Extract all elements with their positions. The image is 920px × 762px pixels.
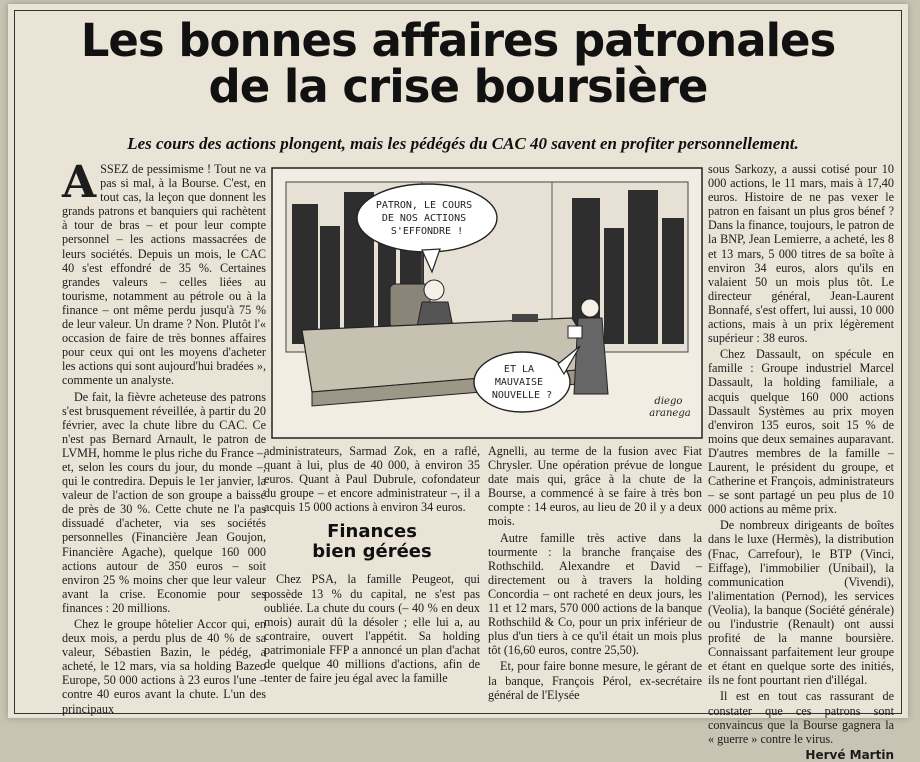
svg-text:diego aranega bbox=[649, 396, 690, 419]
col2-paragraph-1: administrateurs, Sarmad Zok, en a raflé, quant à lui, plus de 40 000, à environ 35 euros. Quant à Paul Dubrule, cofondateur du groupe – et encore administrateur –, il a acquis 15 000 actions à environ 34 euros. bbox=[264, 444, 480, 515]
col1-paragraph-1-text: SSEZ de pessimisme ! Tout ne va pas si mal, à la Bourse. C'est, en tout cas, la leçon que donnent les grands patrons et banquiers qui rachètent à tour de bras – et pour leur compte personnel – les actions massacrées de leurs sociétés. Depuis un mois, le CAC 40 s'est effondré de 35 %. Certaines grandes valeurs – celles liées au tourisme, notamment au pétrole ou à la finance – ont même perdu jusqu'à 75 % de leur valeur. Un drame ? Non. Plutôt l'« occasion de faire de très bonnes affaires pour ceux qui ont les moyens d'acheter les actions qui sont aujourd'hui bradées », commente un analyste. bbox=[62, 162, 266, 388]
headline-line-1: Les bonnes affaires patronales bbox=[80, 14, 836, 67]
bubble2-line-1: ET LA bbox=[503, 364, 535, 375]
col3-paragraph-1: Agnelli, au terme de la fusion avec Fiat Chrysler. Une opération prévue de longue date mais qui, grâce à la chute de la Bourse, a commencé à se faire à très bon compte : 14 euros, au lieu de 20 il y a deux mois. bbox=[488, 444, 702, 529]
bubble1-line-2: DE NOS ACTIONS bbox=[381, 213, 467, 224]
bubble2-line-2: MAUVAISE bbox=[494, 377, 544, 388]
col4-paragraph-3: De nombreux dirigeants de boîtes dans le luxe (Hermès), la distribution (Fnac, Carrefour), le BTP (Vinci, Eiffage), l'immobilier (Unibail), la communication (Vivendi), l'alimentation (Pernod), les services (Veolia), la banque (Société générale) ou l'industrie (Renault) ont aussi profité de la manne boursière. Connaissant parfaitement leur groupe et étant en quelque sorte des initiés, ils ne font pourtant rien d'illégal. bbox=[708, 518, 894, 688]
cartoonist-signature-2: aranega bbox=[649, 408, 691, 419]
col1-paragraph-1 bbox=[62, 157, 266, 388]
article-deck: Les cours des actions plongent, mais les pédégés du CAC 40 savent en profiter personnellement. bbox=[127, 134, 799, 153]
author-signature: Hervé Martin bbox=[805, 747, 894, 762]
col4-paragraph-2: Chez Dassault, on spécule en famille : Groupe industriel Marcel Dassault, la holding familiale, a acquis quelque 160 000 actions Dassault Systèmes au prix moyen d'environ 135 euros, soit 15 % de moins que deux semaines auparavant. D'autres membres de la famille – Laurent, le président du groupe, et Catherine et François, administrateurs – se sont partagé un peu plus de 10 000 actions au même prix. bbox=[708, 347, 894, 517]
col1-paragraph-2: De fait, la fièvre acheteuse des patrons s'est brusquement réveillée, à partir du 20 février, avec la chute libre du CAC. Ce n'est pas Bernard Arnault, le patron de LVMH, homme le plus riche du France –, et, selon les cours du jour, du monde –, qui le contredira. Depuis le 1er janvier, la valeur de l'action de son groupe a baissé de près de 30 %. Cette chute ne l'a pas dissuadé d'acheter, via ses sociétés personnelles (Financière Jean Goujon, Financière Agache), quelque 160 000 actions autour de 350 euros – soit environ 25 % moins cher que leur valeur avant la crise. Economie pour ses finances : 20 millions. bbox=[62, 389, 266, 615]
col2-paragraph-2: Chez PSA, la famille Peugeot, qui possède 13 % du capital, ne s'est pas oubliée. La chute du cours (– 40 % en deux mois) aurait dû la désoler ; elle lui a, au contraire, ouvert l'appétit. Sa holding patrimoniale FFP a annoncé un plan d'achat de quelque 40 millions d'actions, afin de tenter de faire jeu égal avec la famille bbox=[264, 572, 480, 686]
col3-paragraph-2: Autre famille très active dans la tourmente : la branche française des Rothschild. Alexandre et David – directement ou à travers la holding Concordia – ont racheté en deux jours, les 11 et 12 mars, 570 000 actions de la banque Rothschild & Co, pour un prix inférieur de plus d'un tiers à ce qu'il était un mois plus tôt (16,60 euros, contre 25,50). bbox=[488, 530, 702, 658]
column-3 bbox=[488, 444, 702, 710]
bubble2-line-3: NOUVELLE ? bbox=[491, 390, 553, 401]
bubble1-line-1: PATRON, LE COURS bbox=[375, 200, 473, 211]
newspaper-page bbox=[8, 4, 908, 762]
cartoonist-signature-1: diego bbox=[654, 396, 683, 407]
article-headline bbox=[8, 14, 908, 113]
column-4 bbox=[708, 162, 894, 762]
drop-cap: A bbox=[62, 157, 97, 208]
headline-line-2: de la crise boursière bbox=[208, 60, 708, 113]
col1-paragraph-3: Chez le groupe hôtelier Accor qui, en deux mois, a perdu plus de 40 % de sa valeur, Sébastien Bazin, le pédég, a acheté, le 12 mars, via sa holding Bazeo Europe, 50 000 actions à 23 euros l'une – contre 40 euros avant la chute. L'un des principaux bbox=[62, 617, 266, 716]
bubble1-line-3: S'EFFONDRE ! bbox=[390, 226, 464, 237]
column-2 bbox=[264, 444, 480, 710]
column-1 bbox=[62, 157, 266, 716]
col4-paragraph-4: Il est en tout cas rassurant de constater que ces patrons sont convaincus que la Bourse gagnera la « guerre » contre le virus. bbox=[708, 689, 894, 746]
editorial-cartoon bbox=[272, 168, 702, 438]
svg-text:PATRON, LE COURS DE NOS bbox=[376, 200, 478, 237]
col3-paragraph-3: Et, pour faire bonne mesure, le gérant de la banque, François Pérol, ex-secrétaire général de l'Elysée bbox=[488, 659, 702, 702]
subheading bbox=[264, 522, 480, 562]
col4-paragraph-1: sous Sarkozy, a aussi cotisé pour 10 000 actions, le 11 mars, mais à 17,40 euros. Histoire de ne pas vexer le patron en faisant un plus gros bénef ? Dans la finance, toujours, le patron de la BNP, Jean Lemierre, a acheté, les 8 et 13 mars, 5 000 titres de sa boîte à environ 34 euros, alors qu'ils en valaient 50 un mois plus tôt. Le directeur général, Jean-Laurent Bonnafé, s'est offert, lui aussi, 10 000 actions, mais à un prix légèrement supérieur : 38 euros. bbox=[708, 162, 894, 346]
subheading-line-2: bien gérées bbox=[312, 541, 432, 563]
subheading-line-1: Finances bbox=[327, 521, 417, 543]
